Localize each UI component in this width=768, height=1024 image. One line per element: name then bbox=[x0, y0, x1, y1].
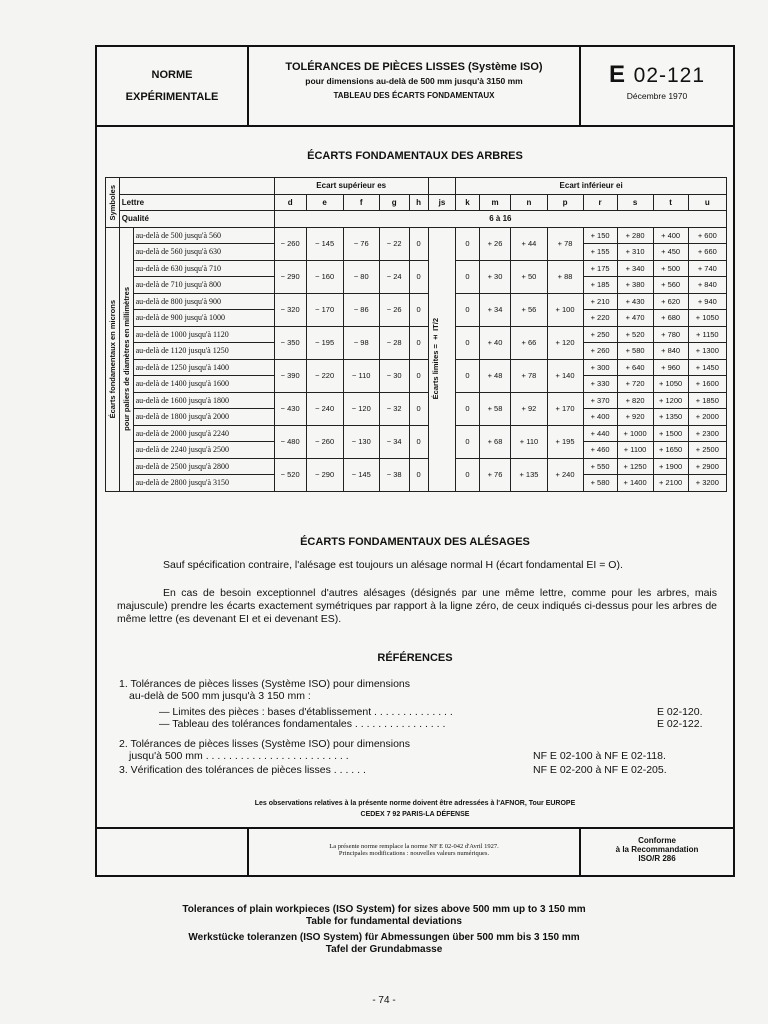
value-h: 0 bbox=[409, 425, 428, 458]
quality-label: Qualité bbox=[119, 211, 274, 228]
value-e: − 240 bbox=[306, 392, 343, 425]
document-scope: pour dimensions au-delà de 500 mm jusqu'à 3150 mm bbox=[305, 76, 523, 86]
title-cell bbox=[249, 47, 581, 125]
shafts-title: ÉCARTS FONDAMENTAUX DES ARBRES bbox=[307, 150, 523, 162]
value-d: − 260 bbox=[274, 227, 306, 260]
value-h: 0 bbox=[409, 293, 428, 326]
value-r: + 300 bbox=[583, 359, 617, 376]
reference-3-line: 3. Vérification des tolérances de pièces lisses . . . . . . bbox=[119, 764, 366, 776]
value-r: + 330 bbox=[583, 376, 617, 393]
value-m: + 34 bbox=[479, 293, 511, 326]
value-e: − 220 bbox=[306, 359, 343, 392]
table-row bbox=[106, 392, 727, 409]
reference-3-code: NF E 02-200 à NF E 02-205. bbox=[533, 764, 667, 776]
footer-band bbox=[97, 827, 733, 877]
bores-paragraph-1: Sauf spécification contraire, l'alésage est toujours un alésage normal H (écart fondamental EI = O). bbox=[163, 559, 623, 571]
diameter-range: au-delà de 710 jusqu'à 800 bbox=[133, 277, 274, 294]
diameter-range: au-delà de 1600 jusqu'à 1800 bbox=[133, 392, 274, 409]
conformity-line-3: ISO/R 286 bbox=[638, 854, 676, 863]
quality-value: 6 à 16 bbox=[274, 211, 726, 228]
value-d: − 290 bbox=[274, 260, 306, 293]
value-f: − 120 bbox=[343, 392, 379, 425]
value-d: − 350 bbox=[274, 326, 306, 359]
value-m: + 76 bbox=[479, 458, 511, 491]
blank-cell bbox=[119, 178, 274, 195]
header-row-deviation bbox=[106, 178, 727, 195]
reference-2-line-2: jusqu'à 500 mm . . . . . . . . . . . . . . . . . . . . . . . . . bbox=[129, 750, 349, 762]
conformity-line-2: à la Recommandation bbox=[615, 845, 699, 854]
reference-1-line-2: au-delà de 500 mm jusqu'à 3 150 mm : bbox=[129, 690, 311, 702]
value-f: − 145 bbox=[343, 458, 379, 491]
table-row bbox=[106, 293, 727, 310]
letter-header-d: d bbox=[274, 194, 306, 211]
symbols-cell bbox=[106, 178, 120, 228]
code-cell bbox=[581, 47, 733, 125]
value-k: 0 bbox=[456, 260, 479, 293]
letter-header-js: js bbox=[428, 194, 456, 211]
value-n: + 135 bbox=[511, 458, 547, 491]
value-r: + 400 bbox=[583, 409, 617, 426]
value-f: − 98 bbox=[343, 326, 379, 359]
value-u: + 1050 bbox=[688, 310, 726, 327]
value-g: − 30 bbox=[379, 359, 409, 392]
value-e: − 160 bbox=[306, 260, 343, 293]
value-g: − 32 bbox=[379, 392, 409, 425]
value-t: + 400 bbox=[653, 227, 688, 244]
document-subtitle: TABLEAU DES ÉCARTS FONDAMENTAUX bbox=[333, 91, 495, 100]
document-code bbox=[581, 61, 733, 89]
value-p: + 140 bbox=[547, 359, 583, 392]
value-u: + 2500 bbox=[688, 442, 726, 459]
value-f: − 80 bbox=[343, 260, 379, 293]
value-p: + 240 bbox=[547, 458, 583, 491]
value-p: + 170 bbox=[547, 392, 583, 425]
value-d: − 480 bbox=[274, 425, 306, 458]
value-k: 0 bbox=[456, 359, 479, 392]
value-s: + 1250 bbox=[617, 458, 653, 475]
value-k: 0 bbox=[456, 227, 479, 260]
table-row bbox=[106, 227, 727, 244]
diameter-range: au-delà de 800 jusqu'à 900 bbox=[133, 293, 274, 310]
reference-1-sub-2: — Tableau des tolérances fondamentales . . . . . . . . . . . . . . . . bbox=[159, 718, 446, 730]
value-t: + 680 bbox=[653, 310, 688, 327]
value-s: + 430 bbox=[617, 293, 653, 310]
value-s: + 820 bbox=[617, 392, 653, 409]
reference-1-sub-1: — Limites des pièces : bases d'établissement . . . . . . . . . . . . . . bbox=[159, 706, 453, 718]
value-r: + 440 bbox=[583, 425, 617, 442]
value-t: + 1500 bbox=[653, 425, 688, 442]
value-t: + 780 bbox=[653, 326, 688, 343]
side-label-diameters-cell bbox=[119, 227, 133, 491]
value-f: − 110 bbox=[343, 359, 379, 392]
german-title-line-2: Tafel der Grundabmasse bbox=[325, 944, 443, 955]
value-r: + 210 bbox=[583, 293, 617, 310]
letter-header-n: n bbox=[511, 194, 547, 211]
value-g: − 24 bbox=[379, 260, 409, 293]
value-m: + 68 bbox=[479, 425, 511, 458]
value-g: − 22 bbox=[379, 227, 409, 260]
value-s: + 380 bbox=[617, 277, 653, 294]
letter-header-f: f bbox=[343, 194, 379, 211]
footer-left-cell bbox=[97, 829, 249, 877]
letter-header-g: g bbox=[379, 194, 409, 211]
diameter-range: au-delà de 560 jusqu'à 630 bbox=[133, 244, 274, 261]
page-number: - 74 - bbox=[372, 995, 396, 1006]
value-m: + 26 bbox=[479, 227, 511, 260]
value-k: 0 bbox=[456, 293, 479, 326]
value-h: 0 bbox=[409, 227, 428, 260]
value-e: − 170 bbox=[306, 293, 343, 326]
letter-header-r: r bbox=[583, 194, 617, 211]
document-date: Décembre 1970 bbox=[626, 91, 688, 101]
value-e: − 290 bbox=[306, 458, 343, 491]
value-h: 0 bbox=[409, 359, 428, 392]
value-k: 0 bbox=[456, 326, 479, 359]
value-u: + 940 bbox=[688, 293, 726, 310]
value-k: 0 bbox=[456, 392, 479, 425]
bores-title: ÉCARTS FONDAMENTAUX DES ALÉSAGES bbox=[300, 536, 530, 548]
diameter-range: au-delà de 900 jusqu'à 1000 bbox=[133, 310, 274, 327]
reference-1-sub-1-code: E 02-120. bbox=[657, 706, 703, 718]
english-title-line-2: Table for fundamental deviations bbox=[306, 916, 462, 927]
value-s: + 520 bbox=[617, 326, 653, 343]
lower-deviation-header: Ecart inférieur ei bbox=[456, 178, 727, 195]
reference-1-line-1: 1. Tolérances de pièces lisses (Système ISO) pour dimensions bbox=[119, 678, 411, 690]
table-row bbox=[106, 458, 727, 475]
reference-2-line-1: 2. Tolérances de pièces lisses (Système ISO) pour dimensions bbox=[119, 738, 411, 750]
value-s: + 340 bbox=[617, 260, 653, 277]
header-row-letter bbox=[106, 194, 727, 211]
letter-header-t: t bbox=[653, 194, 688, 211]
diameter-range: au-delà de 2240 jusqu'à 2500 bbox=[133, 442, 274, 459]
value-t: + 450 bbox=[653, 244, 688, 261]
diameter-range: au-delà de 500 jusqu'à 560 bbox=[133, 227, 274, 244]
letter-header-e: e bbox=[306, 194, 343, 211]
value-s: + 1000 bbox=[617, 425, 653, 442]
side-label-microns-cell bbox=[106, 227, 120, 491]
value-p: + 88 bbox=[547, 260, 583, 293]
value-t: + 1900 bbox=[653, 458, 688, 475]
diameter-range: au-delà de 630 jusqu'à 710 bbox=[133, 260, 274, 277]
notice-line-2: CEDEX 7 92 PARIS-LA DÉFENSE bbox=[360, 811, 470, 818]
table-row bbox=[106, 326, 727, 343]
conformity-line-1: Conforme bbox=[638, 836, 676, 845]
value-r: + 460 bbox=[583, 442, 617, 459]
value-t: + 500 bbox=[653, 260, 688, 277]
value-g: − 34 bbox=[379, 425, 409, 458]
value-e: − 145 bbox=[306, 227, 343, 260]
header-band bbox=[97, 47, 733, 127]
value-h: 0 bbox=[409, 260, 428, 293]
side-label-diameters: pour paliers de diamètres en millimètres bbox=[121, 287, 131, 431]
replacement-note: La présente norme remplace la norme NF E 02-042 d'Avril 1927. bbox=[329, 843, 499, 850]
diameter-range: au-delà de 1120 jusqu'à 1250 bbox=[133, 343, 274, 360]
value-r: + 580 bbox=[583, 475, 617, 492]
diameter-range: au-delà de 2500 jusqu'à 2800 bbox=[133, 458, 274, 475]
document-title: TOLÉRANCES DE PIÈCES LISSES (Système ISO) bbox=[285, 61, 543, 73]
value-d: − 390 bbox=[274, 359, 306, 392]
letter-header-k: k bbox=[456, 194, 479, 211]
value-s: + 1400 bbox=[617, 475, 653, 492]
symbols-label: Symboles bbox=[108, 184, 117, 220]
letter-header-h: h bbox=[409, 194, 428, 211]
value-r: + 155 bbox=[583, 244, 617, 261]
diameter-range: au-delà de 1400 jusqu'à 1600 bbox=[133, 376, 274, 393]
norm-status: EXPÉRIMENTALE bbox=[125, 91, 219, 103]
value-u: + 2000 bbox=[688, 409, 726, 426]
value-t: + 560 bbox=[653, 277, 688, 294]
value-n: + 50 bbox=[511, 260, 547, 293]
value-m: + 30 bbox=[479, 260, 511, 293]
footer-middle-cell bbox=[249, 829, 581, 877]
value-r: + 370 bbox=[583, 392, 617, 409]
letter-header-u: u bbox=[688, 194, 726, 211]
table-row bbox=[106, 425, 727, 442]
value-s: + 470 bbox=[617, 310, 653, 327]
value-n: + 78 bbox=[511, 359, 547, 392]
value-r: + 175 bbox=[583, 260, 617, 277]
value-n: + 44 bbox=[511, 227, 547, 260]
code-prefix: E bbox=[608, 61, 626, 88]
value-n: + 110 bbox=[511, 425, 547, 458]
value-t: + 2100 bbox=[653, 475, 688, 492]
value-m: + 58 bbox=[479, 392, 511, 425]
value-u: + 600 bbox=[688, 227, 726, 244]
letter-header-m: m bbox=[479, 194, 511, 211]
english-title-line-1: Tolerances of plain workpieces (ISO System) for sizes above 500 mm up to 3 150 mm bbox=[182, 904, 586, 915]
value-u: + 1150 bbox=[688, 326, 726, 343]
standard-sheet bbox=[95, 45, 735, 877]
value-s: + 580 bbox=[617, 343, 653, 360]
norm-type-cell bbox=[97, 47, 249, 125]
value-k: 0 bbox=[456, 458, 479, 491]
value-k: 0 bbox=[456, 425, 479, 458]
value-r: + 260 bbox=[583, 343, 617, 360]
diameter-range: au-delà de 1800 jusqu'à 2000 bbox=[133, 409, 274, 426]
value-u: + 660 bbox=[688, 244, 726, 261]
footer-right-cell bbox=[581, 829, 733, 877]
value-f: − 86 bbox=[343, 293, 379, 326]
value-f: − 130 bbox=[343, 425, 379, 458]
value-u: + 840 bbox=[688, 277, 726, 294]
value-d: − 430 bbox=[274, 392, 306, 425]
value-t: + 840 bbox=[653, 343, 688, 360]
value-d: − 520 bbox=[274, 458, 306, 491]
value-m: + 48 bbox=[479, 359, 511, 392]
value-t: + 1650 bbox=[653, 442, 688, 459]
side-label-microns: Écarts fondamentaux en microns bbox=[108, 299, 117, 419]
value-r: + 250 bbox=[583, 326, 617, 343]
references-title: RÉFÉRENCES bbox=[377, 652, 453, 664]
value-h: 0 bbox=[409, 392, 428, 425]
value-r: + 220 bbox=[583, 310, 617, 327]
value-u: + 1600 bbox=[688, 376, 726, 393]
value-r: + 150 bbox=[583, 227, 617, 244]
blank-cell bbox=[428, 178, 456, 195]
value-u: + 2900 bbox=[688, 458, 726, 475]
upper-deviation-header: Ecart supérieur es bbox=[274, 178, 428, 195]
letter-label: Lettre bbox=[119, 194, 274, 211]
letter-header-s: s bbox=[617, 194, 653, 211]
value-t: + 1200 bbox=[653, 392, 688, 409]
table-row bbox=[106, 359, 727, 376]
value-p: + 120 bbox=[547, 326, 583, 359]
reference-2-code: NF E 02-100 à NF E 02-118. bbox=[533, 750, 666, 762]
value-d: − 320 bbox=[274, 293, 306, 326]
value-r: + 550 bbox=[583, 458, 617, 475]
notice-line-1: Les observations relatives à la présente norme doivent être adressées à l'AFNOR, Tour EUROPE bbox=[254, 800, 576, 807]
german-title-line-1: Werkstücke toleranzen (ISO System) für Abmessungen über 500 mm bis 3 150 mm bbox=[188, 932, 580, 943]
bores-paragraph-2: En cas de besoin exceptionnel d'autres alésages (désignés par une même lettre, comme pour les arbres, mais majuscule) prendre les écarts exactement symétriques par rapport à la ligne zéro, de ceux indiqués ci-dessus pour les arbres de même lettre (es devenant EI et ei devenant ES). bbox=[117, 587, 717, 625]
reference-1-sub-2-code: E 02-122. bbox=[657, 718, 703, 730]
norm-label: NORME bbox=[151, 69, 193, 81]
value-s: + 920 bbox=[617, 409, 653, 426]
table-row bbox=[106, 260, 727, 277]
value-p: + 100 bbox=[547, 293, 583, 326]
value-e: − 195 bbox=[306, 326, 343, 359]
value-r: + 185 bbox=[583, 277, 617, 294]
js-limits-label: Écarts limites = ± IT/2 bbox=[430, 318, 440, 400]
value-u: + 3200 bbox=[688, 475, 726, 492]
value-n: + 92 bbox=[511, 392, 547, 425]
value-u: + 1300 bbox=[688, 343, 726, 360]
value-s: + 310 bbox=[617, 244, 653, 261]
value-f: − 76 bbox=[343, 227, 379, 260]
value-t: + 1050 bbox=[653, 376, 688, 393]
diameter-range: au-delà de 1250 jusqu'à 1400 bbox=[133, 359, 274, 376]
value-u: + 2300 bbox=[688, 425, 726, 442]
value-n: + 56 bbox=[511, 293, 547, 326]
value-s: + 1100 bbox=[617, 442, 653, 459]
value-u: + 740 bbox=[688, 260, 726, 277]
value-t: + 1350 bbox=[653, 409, 688, 426]
value-t: + 960 bbox=[653, 359, 688, 376]
letter-header-p: p bbox=[547, 194, 583, 211]
value-u: + 1850 bbox=[688, 392, 726, 409]
diameter-range: au-delà de 2000 jusqu'à 2240 bbox=[133, 425, 274, 442]
value-p: + 78 bbox=[547, 227, 583, 260]
value-n: + 66 bbox=[511, 326, 547, 359]
value-g: − 26 bbox=[379, 293, 409, 326]
code-number: 02-121 bbox=[633, 64, 706, 87]
value-s: + 720 bbox=[617, 376, 653, 393]
value-h: 0 bbox=[409, 326, 428, 359]
diameter-range: au-delà de 1000 jusqu'à 1120 bbox=[133, 326, 274, 343]
value-p: + 195 bbox=[547, 425, 583, 458]
value-h: 0 bbox=[409, 458, 428, 491]
diameter-range: au-delà de 2800 jusqu'à 3150 bbox=[133, 475, 274, 492]
value-s: + 280 bbox=[617, 227, 653, 244]
value-s: + 640 bbox=[617, 359, 653, 376]
value-t: + 620 bbox=[653, 293, 688, 310]
value-g: − 38 bbox=[379, 458, 409, 491]
value-g: − 28 bbox=[379, 326, 409, 359]
value-e: − 260 bbox=[306, 425, 343, 458]
modifications-note: Principales modifications : nouvelles valeurs numériques. bbox=[338, 850, 490, 857]
shafts-deviation-table bbox=[105, 177, 727, 492]
header-row-quality bbox=[106, 211, 727, 228]
js-cell bbox=[428, 227, 456, 491]
value-m: + 40 bbox=[479, 326, 511, 359]
value-u: + 1450 bbox=[688, 359, 726, 376]
